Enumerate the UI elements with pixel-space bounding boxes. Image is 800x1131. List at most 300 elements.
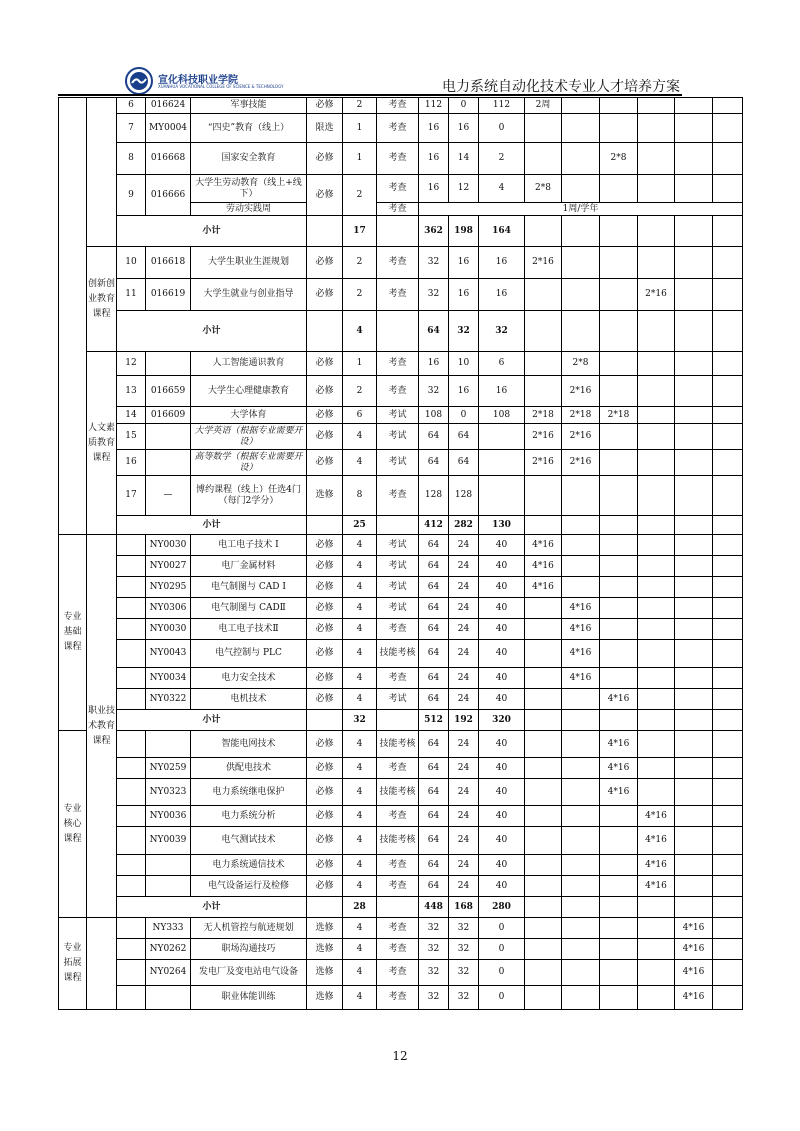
course-type: 选修 <box>307 918 343 939</box>
subtotal-hours-total: 512 <box>419 710 449 731</box>
semester-1 <box>525 779 562 806</box>
subtotal-credit: 28 <box>343 897 377 918</box>
empty-cell <box>562 897 600 918</box>
semester-5 <box>675 731 713 758</box>
course-hours-theory: 24 <box>449 779 479 806</box>
empty-cell <box>377 710 419 731</box>
semester-5 <box>675 279 713 311</box>
semester-2 <box>562 960 600 986</box>
empty-cell <box>562 216 600 247</box>
subtotal-hours-practice: 280 <box>479 897 525 918</box>
course-name: 电力系统通信技术 <box>191 855 307 876</box>
course-type: 必修 <box>307 855 343 876</box>
semester-2 <box>562 827 600 855</box>
semester-4 <box>638 758 675 779</box>
semester-4: 4*16 <box>638 876 675 897</box>
category-cell-military-labor <box>87 98 117 247</box>
course-hours-total: 32 <box>419 376 449 407</box>
course-hours-total: 64 <box>419 577 449 598</box>
semester-3: 2*18 <box>600 407 638 424</box>
empty-cell <box>525 216 562 247</box>
course-name: 职业体能训练 <box>191 986 307 1010</box>
course-code <box>146 855 191 876</box>
category-basic: 专业基础课程 <box>59 535 87 731</box>
semester-6 <box>713 247 743 279</box>
subtotal-hours-total: 64 <box>419 311 449 352</box>
semester-4 <box>638 731 675 758</box>
course-hours-total: 32 <box>419 960 449 986</box>
semester-4 <box>638 114 675 143</box>
course-hours-practice: 40 <box>479 876 525 897</box>
course-credit: 4 <box>343 668 377 689</box>
semester-5 <box>675 619 713 640</box>
semester-2 <box>562 806 600 827</box>
semester-6 <box>713 779 743 806</box>
course-no <box>117 577 146 598</box>
course-hours-practice: 40 <box>479 855 525 876</box>
course-hours-total: 112 <box>419 98 449 114</box>
course-hours-practice: 40 <box>479 758 525 779</box>
subtotal-label: 小计 <box>117 516 307 535</box>
course-name: 电厂金属材料 <box>191 556 307 577</box>
semester-5 <box>675 668 713 689</box>
semester-6 <box>713 758 743 779</box>
course-name: 博约课程（线上）任选4门（每门2学分） <box>191 476 307 516</box>
semester-1 <box>525 731 562 758</box>
course-no: 10 <box>117 247 146 279</box>
course-type: 必修 <box>307 827 343 855</box>
course-name: 大学生就业与创业指导 <box>191 279 307 311</box>
subtotal-credit: 25 <box>343 516 377 535</box>
semester-1 <box>525 279 562 311</box>
subtotal-hours-theory: 282 <box>449 516 479 535</box>
course-hours-theory: 16 <box>449 247 479 279</box>
course-hours-practice: 16 <box>479 279 525 311</box>
course-name: 劳动实践周 <box>191 203 307 216</box>
subtotal-row <box>59 710 743 731</box>
table-row <box>59 535 743 556</box>
course-hours-theory: 12 <box>449 175 479 203</box>
course-no <box>117 758 146 779</box>
empty-cell <box>675 216 713 247</box>
semester-1 <box>525 376 562 407</box>
semester-6 <box>713 450 743 476</box>
course-name: 无人机管控与航迹规划 <box>191 918 307 939</box>
semester-4 <box>638 918 675 939</box>
semester-6 <box>713 279 743 311</box>
semester-5 <box>675 535 713 556</box>
course-hours-practice: 40 <box>479 731 525 758</box>
course-type: 必修 <box>307 556 343 577</box>
empty-cell <box>713 216 743 247</box>
course-credit: 4 <box>343 731 377 758</box>
course-hours-total: 16 <box>419 143 449 175</box>
semester-3 <box>600 827 638 855</box>
subtotal-label: 小计 <box>117 216 307 247</box>
course-no <box>117 876 146 897</box>
course-name: 人工智能通识教育 <box>191 352 307 376</box>
semester-3 <box>600 598 638 619</box>
course-code: NY0259 <box>146 758 191 779</box>
course-type: 必修 <box>307 98 343 114</box>
semester-5: 4*16 <box>675 939 713 960</box>
course-name: 电力安全技术 <box>191 668 307 689</box>
semester-2 <box>562 535 600 556</box>
semester-5 <box>675 876 713 897</box>
course-hours-total: 16 <box>419 175 449 203</box>
semester-4 <box>638 175 675 203</box>
course-code: NY0295 <box>146 577 191 598</box>
table-row <box>59 279 743 311</box>
semester-2 <box>562 876 600 897</box>
college-emblem-icon <box>124 66 154 96</box>
course-hours-theory: 14 <box>449 143 479 175</box>
semester-2 <box>562 731 600 758</box>
course-no: 6 <box>117 98 146 114</box>
semester-1: 4*16 <box>525 556 562 577</box>
semester-3 <box>600 376 638 407</box>
course-credit: 4 <box>343 598 377 619</box>
course-credit: 4 <box>343 806 377 827</box>
semester-3 <box>600 806 638 827</box>
course-code: 016618 <box>146 247 191 279</box>
course-name: 供配电技术 <box>191 758 307 779</box>
course-no <box>117 556 146 577</box>
course-code <box>146 450 191 476</box>
semester-1: 4*16 <box>525 577 562 598</box>
course-exam: 考试 <box>377 450 419 476</box>
semester-1 <box>525 598 562 619</box>
semester-3 <box>600 535 638 556</box>
course-hours-total: 64 <box>419 668 449 689</box>
course-hours-total: 64 <box>419 806 449 827</box>
semester-3 <box>600 247 638 279</box>
semester-3 <box>600 986 638 1010</box>
course-credit: 4 <box>343 918 377 939</box>
table-row <box>59 424 743 450</box>
course-name: 电气控制与 PLC <box>191 640 307 668</box>
course-credit: 4 <box>343 758 377 779</box>
course-type: 必修 <box>307 640 343 668</box>
table-row <box>59 779 743 806</box>
semester-4: 2*16 <box>638 279 675 311</box>
table-row <box>59 175 743 203</box>
course-code: 016624 <box>146 98 191 114</box>
course-hours-total: 32 <box>419 986 449 1010</box>
course-type: 必修 <box>307 352 343 376</box>
semester-2: 4*16 <box>562 640 600 668</box>
course-credit: 4 <box>343 689 377 710</box>
course-credit: 4 <box>343 556 377 577</box>
course-hours-theory: 24 <box>449 577 479 598</box>
document-title: 电力系统自动化技术专业人才培养方案 <box>442 79 680 95</box>
course-hours-total: 16 <box>419 352 449 376</box>
course-exam: 考试 <box>377 689 419 710</box>
semester-1 <box>525 939 562 960</box>
course-hours-total: 64 <box>419 598 449 619</box>
course-credit: 4 <box>343 619 377 640</box>
course-exam: 考查 <box>377 143 419 175</box>
semester-4: 4*16 <box>638 806 675 827</box>
table-row <box>59 556 743 577</box>
category-extension: 专业拓展课程 <box>59 918 87 1010</box>
course-hours-total: 16 <box>419 114 449 143</box>
semester-2 <box>562 556 600 577</box>
semester-3: 4*16 <box>600 758 638 779</box>
course-no <box>117 598 146 619</box>
table-row <box>59 143 743 175</box>
course-code: MY0004 <box>146 114 191 143</box>
category-cell-blank <box>87 918 117 1010</box>
course-credit: 4 <box>343 986 377 1010</box>
semester-1: 4*16 <box>525 535 562 556</box>
empty-cell <box>638 897 675 918</box>
curriculum-table <box>58 97 743 1010</box>
course-type: 必修 <box>307 376 343 407</box>
table-row <box>59 247 743 279</box>
course-name: 电工电子技术 I <box>191 535 307 556</box>
empty-cell <box>638 216 675 247</box>
empty-cell <box>307 897 343 918</box>
course-hours-total: 128 <box>419 476 449 516</box>
course-hours-theory: 24 <box>449 855 479 876</box>
semester-2 <box>562 689 600 710</box>
course-code: NY0264 <box>146 960 191 986</box>
course-hours-practice: 112 <box>479 98 525 114</box>
course-name: 电气制图与 CADⅡ <box>191 598 307 619</box>
semester-2: 4*16 <box>562 598 600 619</box>
semester-2: 2*8 <box>562 352 600 376</box>
course-credit: 4 <box>343 535 377 556</box>
semester-1: 2*8 <box>525 175 562 203</box>
course-no <box>117 535 146 556</box>
semester-5 <box>675 476 713 516</box>
semester-4 <box>638 640 675 668</box>
course-hours-total: 64 <box>419 619 449 640</box>
semester-3 <box>600 577 638 598</box>
semester-6 <box>713 668 743 689</box>
course-type: 必修 <box>307 450 343 476</box>
semester-4 <box>638 376 675 407</box>
course-name: 大学生职业生涯规划 <box>191 247 307 279</box>
course-hours-practice: 2 <box>479 143 525 175</box>
semester-3 <box>600 619 638 640</box>
course-hours-theory: 24 <box>449 535 479 556</box>
course-code: NY0030 <box>146 619 191 640</box>
course-hours-total: 64 <box>419 876 449 897</box>
subtotal-credit: 4 <box>343 311 377 352</box>
course-type: 限选 <box>307 114 343 143</box>
empty-cell <box>713 311 743 352</box>
semester-1 <box>525 476 562 516</box>
course-exam: 考查 <box>377 98 419 114</box>
table-row <box>59 986 743 1010</box>
course-no <box>117 779 146 806</box>
subtotal-label: 小计 <box>117 311 307 352</box>
semester-3 <box>600 175 638 203</box>
course-hours-total: 64 <box>419 758 449 779</box>
course-hours-theory: 16 <box>449 114 479 143</box>
semester-4 <box>638 424 675 450</box>
course-no: 17 <box>117 476 146 516</box>
semester-6 <box>713 876 743 897</box>
course-type: 必修 <box>307 619 343 640</box>
semester-6 <box>713 640 743 668</box>
course-name: 大学英语（根据专业需要开设） <box>191 424 307 450</box>
subtotal-credit: 32 <box>343 710 377 731</box>
course-exam: 技能考核 <box>377 731 419 758</box>
course-no <box>117 806 146 827</box>
semester-4 <box>638 407 675 424</box>
semester-5 <box>675 450 713 476</box>
semester-6 <box>713 855 743 876</box>
course-hours-practice: 6 <box>479 352 525 376</box>
course-code: NY0262 <box>146 939 191 960</box>
course-no: 16 <box>117 450 146 476</box>
semester-5 <box>675 577 713 598</box>
category-humanities: 人文素质教育课程 <box>87 352 117 535</box>
course-exam: 考查 <box>377 619 419 640</box>
course-hours-theory: 24 <box>449 689 479 710</box>
empty-cell <box>638 516 675 535</box>
semester-1 <box>525 352 562 376</box>
subtotal-label: 小计 <box>117 897 307 918</box>
semester-4 <box>638 619 675 640</box>
course-credit: 4 <box>343 450 377 476</box>
course-exam: 考查 <box>377 918 419 939</box>
course-type: 必修 <box>307 758 343 779</box>
course-type: 必修 <box>307 175 343 216</box>
course-name: 电气制图与 CAD I <box>191 577 307 598</box>
course-exam: 考查 <box>377 476 419 516</box>
subtotal-hours-practice: 32 <box>479 311 525 352</box>
semester-4 <box>638 476 675 516</box>
course-type: 选修 <box>307 476 343 516</box>
course-hours-practice: 0 <box>479 114 525 143</box>
semester-1 <box>525 758 562 779</box>
subtotal-hours-practice: 130 <box>479 516 525 535</box>
semester-5 <box>675 556 713 577</box>
course-code: NY0027 <box>146 556 191 577</box>
empty-cell <box>562 311 600 352</box>
semester-1 <box>525 689 562 710</box>
empty-cell <box>377 311 419 352</box>
semester-2 <box>562 779 600 806</box>
semester-3 <box>600 876 638 897</box>
course-credit: 1 <box>343 143 377 175</box>
course-type: 必修 <box>307 143 343 175</box>
course-hours-practice: 40 <box>479 827 525 855</box>
semester-1 <box>525 640 562 668</box>
semester-6 <box>713 598 743 619</box>
semester-4 <box>638 689 675 710</box>
subtotal-hours-total: 412 <box>419 516 449 535</box>
course-credit: 2 <box>343 175 377 216</box>
semester-3 <box>600 352 638 376</box>
course-hours-practice: 40 <box>479 640 525 668</box>
course-name: 高等数学（根据专业需要开设） <box>191 450 307 476</box>
course-type: 必修 <box>307 668 343 689</box>
course-name: 大学体育 <box>191 407 307 424</box>
semester-1: 2周 <box>525 98 562 114</box>
course-credit: 2 <box>343 279 377 311</box>
course-hours-practice: 40 <box>479 619 525 640</box>
table-row <box>59 960 743 986</box>
semester-3 <box>600 556 638 577</box>
course-code: 016666 <box>146 175 191 216</box>
semester-1 <box>525 114 562 143</box>
course-code: — <box>146 476 191 516</box>
table-row <box>59 619 743 640</box>
course-hours-practice: 0 <box>479 918 525 939</box>
empty-cell <box>307 216 343 247</box>
course-code: NY0306 <box>146 598 191 619</box>
course-name: 电机技术 <box>191 689 307 710</box>
semester-1: 2*16 <box>525 424 562 450</box>
course-exam: 考查 <box>377 114 419 143</box>
semester-6 <box>713 175 743 203</box>
semester-4 <box>638 98 675 114</box>
course-credit: 2 <box>343 247 377 279</box>
semester-2 <box>562 247 600 279</box>
semester-5 <box>675 758 713 779</box>
semester-5 <box>675 827 713 855</box>
empty-cell <box>675 311 713 352</box>
course-name: 职场沟通技巧 <box>191 939 307 960</box>
empty-cell <box>525 897 562 918</box>
course-type: 必修 <box>307 598 343 619</box>
course-hours-practice: 16 <box>479 376 525 407</box>
course-hours-practice <box>479 424 525 450</box>
course-hours-theory: 128 <box>449 476 479 516</box>
semester-5 <box>675 175 713 203</box>
course-hours-theory: 24 <box>449 827 479 855</box>
semester-2 <box>562 114 600 143</box>
semester-6 <box>713 376 743 407</box>
course-code: 016609 <box>146 407 191 424</box>
course-no <box>117 619 146 640</box>
course-hours-theory: 32 <box>449 918 479 939</box>
course-hours-theory: 10 <box>449 352 479 376</box>
semester-2: 2*16 <box>562 376 600 407</box>
semester-1 <box>525 827 562 855</box>
table-row <box>59 827 743 855</box>
course-no: 11 <box>117 279 146 311</box>
course-hours-practice <box>479 450 525 476</box>
course-code: NY0322 <box>146 689 191 710</box>
course-hours-total: 64 <box>419 779 449 806</box>
course-hours-theory: 24 <box>449 758 479 779</box>
course-name: 电气设备运行及检修 <box>191 876 307 897</box>
table-row <box>59 598 743 619</box>
course-hours-theory: 0 <box>449 407 479 424</box>
empty-cell <box>713 897 743 918</box>
course-no <box>117 939 146 960</box>
semester-6 <box>713 535 743 556</box>
table-row <box>59 450 743 476</box>
course-hours-practice: 0 <box>479 939 525 960</box>
course-name: 电气测试技术 <box>191 827 307 855</box>
course-hours-practice: 0 <box>479 986 525 1010</box>
semester-5 <box>675 640 713 668</box>
course-exam: 考查 <box>377 247 419 279</box>
semester-2 <box>562 758 600 779</box>
semester-6 <box>713 476 743 516</box>
course-hours-theory: 24 <box>449 876 479 897</box>
course-hours-theory: 24 <box>449 806 479 827</box>
semester-4 <box>638 960 675 986</box>
semester-2 <box>562 143 600 175</box>
